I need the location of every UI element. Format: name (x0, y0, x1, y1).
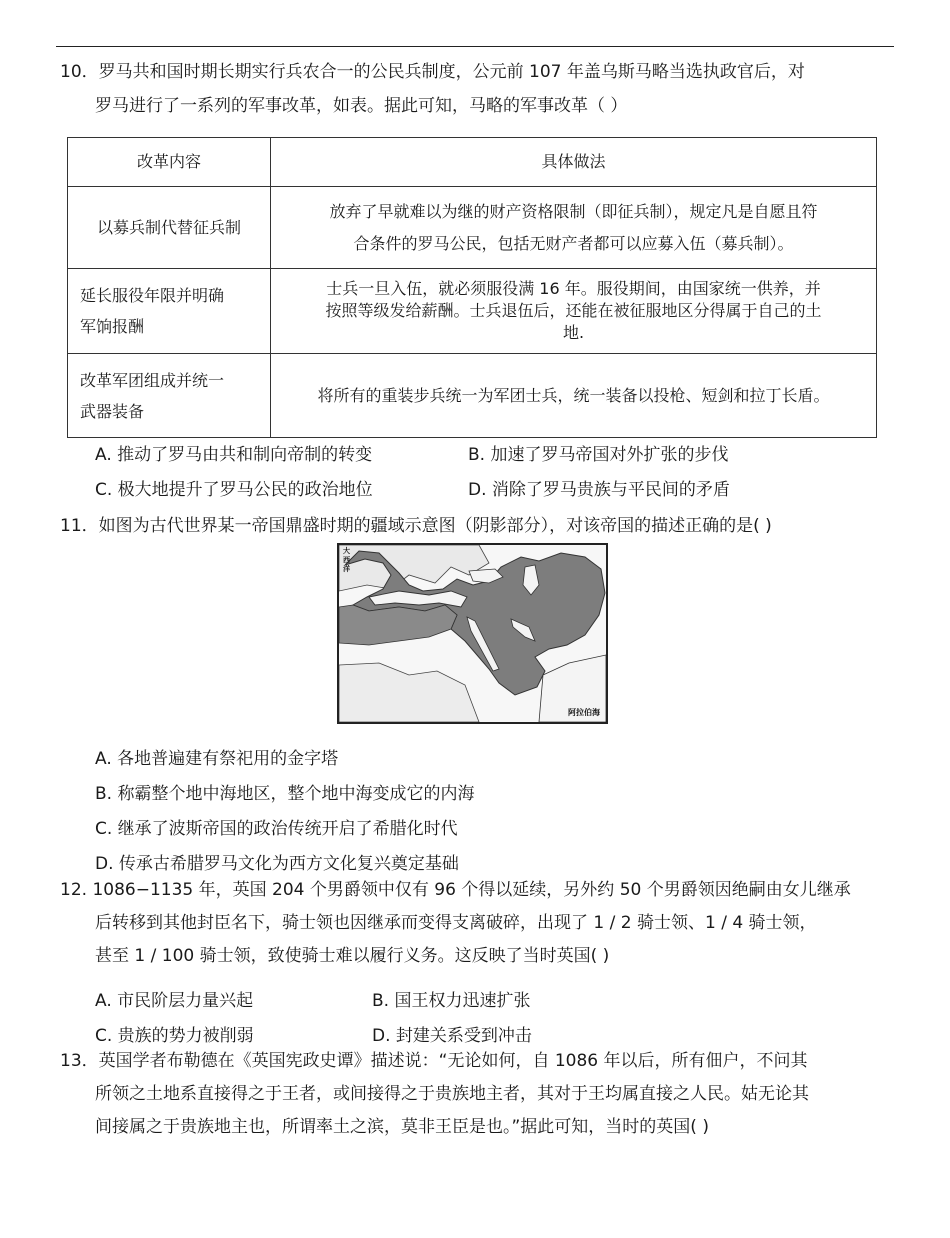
top-rule (56, 46, 894, 47)
q12-stem-line-3: 甚至 1 / 100 骑士领，致使骑士难以履行义务。这反映了当时英国( ) (95, 946, 610, 966)
row-1-content-line: 以募兵制代替征兵制 (96, 217, 241, 237)
row-2-content (68, 269, 271, 354)
header-specific-practice: 具体做法 (271, 138, 877, 187)
q11-stem: 11．如图为古代世界某一帝国鼎盛时期的疆域示意图（阴影部分），对该帝国的描述正确的是( ) (60, 516, 772, 536)
q13-stem-line-3: 间接属之于贵族地主也，所谓率土之滨，莫非王臣是也。”据此可知，当时的英国( ) (95, 1117, 709, 1137)
q11-option-c[interactable]: C. 继承了波斯帝国的政治传统开启了希腊化时代 (95, 819, 458, 839)
row-2-content-line: 延长服役年限并明确 (80, 286, 225, 305)
row-2-content-line: 军饷报酬 (80, 317, 145, 336)
q12-option-d[interactable]: D. 封建关系受到冲击 (372, 1026, 532, 1046)
reform-table (67, 137, 877, 438)
q12-option-b[interactable]: B. 国王权力迅速扩张 (372, 991, 531, 1011)
row-1-detail (271, 187, 877, 269)
q10-stem-line-1: 10．罗马共和国时期长期实行兵农合一的公民兵制度，公元前 107 年盖乌斯马略当选执政官后，对 (60, 62, 805, 82)
q11-option-d[interactable]: D. 传承古希腊罗马文化为西方文化复兴奠定基础 (95, 854, 459, 874)
table-row (68, 269, 877, 354)
row-1-detail-line: 放弃了早就难以为继的财产资格限制（即征兵制），规定凡是自愿且符 (329, 201, 818, 221)
q10-option-b[interactable]: B. 加速了罗马帝国对外扩张的步伐 (468, 445, 729, 465)
q10-option-a[interactable]: A. 推动了罗马由共和制向帝制的转变 (95, 445, 373, 465)
q12-option-a[interactable]: A. 市民阶层力量兴起 (95, 991, 254, 1011)
table-header-row (68, 138, 877, 187)
row-3-detail-line: 将所有的重装步兵统一为军团士兵，统一装备以投枪、短剑和拉丁长盾。 (317, 385, 830, 405)
q11-option-a[interactable]: A. 各地普遍建有祭祀用的金字塔 (95, 749, 339, 769)
q10-option-c[interactable]: C. 极大地提升了罗马公民的政治地位 (95, 480, 373, 500)
row-3-content-line: 改革军团组成并统一 (80, 370, 225, 390)
q12-option-c[interactable]: C. 贵族的势力被削弱 (95, 1026, 254, 1046)
row-3-detail (271, 354, 877, 438)
row-3-content-line: 武器装备 (80, 401, 145, 421)
q12-stem-line-1: 12. 1086−1135 年，英国 204 个男爵领中仅有 96 个得以延续，另外约 50 个男爵领因绝嗣由女儿继承 (60, 880, 851, 900)
q11-option-b[interactable]: B. 称霸整个地中海地区，整个地中海变成它的内海 (95, 784, 475, 804)
q10-option-d[interactable]: D. 消除了罗马贵族与平民间的矛盾 (468, 480, 730, 500)
row-3-content (68, 354, 271, 438)
table-row (68, 187, 877, 269)
row-1-detail-line: 合条件的罗马公民，包括无财产者都可以应募入伍（募兵制）。 (353, 233, 794, 253)
row-2-detail-line: 士兵一旦入伍，就必须服役满 16 年。服役期间，由国家统一供养，并 (326, 279, 821, 298)
row-2-detail-line: 按照等级发给薪酬。士兵退伍后，还能在被征服地区分得属于自己的土 (325, 301, 822, 320)
empire-territory-map (337, 543, 608, 724)
table-row (68, 354, 877, 438)
map-label-arabian-sea: 阿拉伯海 (568, 708, 600, 717)
row-1-content (68, 187, 271, 269)
q10-stem-line-2: 罗马进行了一系列的军事改革，如表。据此可知，马略的军事改革（ ） (95, 96, 628, 116)
q12-stem-line-2: 后转移到其他封臣名下，骑士领也因继承而变得支离破碎，出现了 1 / 2 骑士领、1 / 4 骑士领， (95, 913, 817, 933)
map-illustration (339, 545, 606, 722)
q13-stem-line-1: 13．英国学者布勒德在《英国宪政史谭》描述说：“无论如何，自 1086 年以后，所有佃户，不问其 (60, 1051, 808, 1071)
header-reform-content: 改革内容 (68, 138, 271, 187)
q13-stem-line-2: 所领之土地系直接得之于王者，或间接得之于贵族地主者，其对于王均属直接之人民。姑无论其 (95, 1084, 809, 1104)
row-2-detail-line: 地. (562, 323, 585, 342)
row-2-detail (271, 269, 877, 354)
map-label-atlantic: 大西洋 (343, 547, 350, 573)
